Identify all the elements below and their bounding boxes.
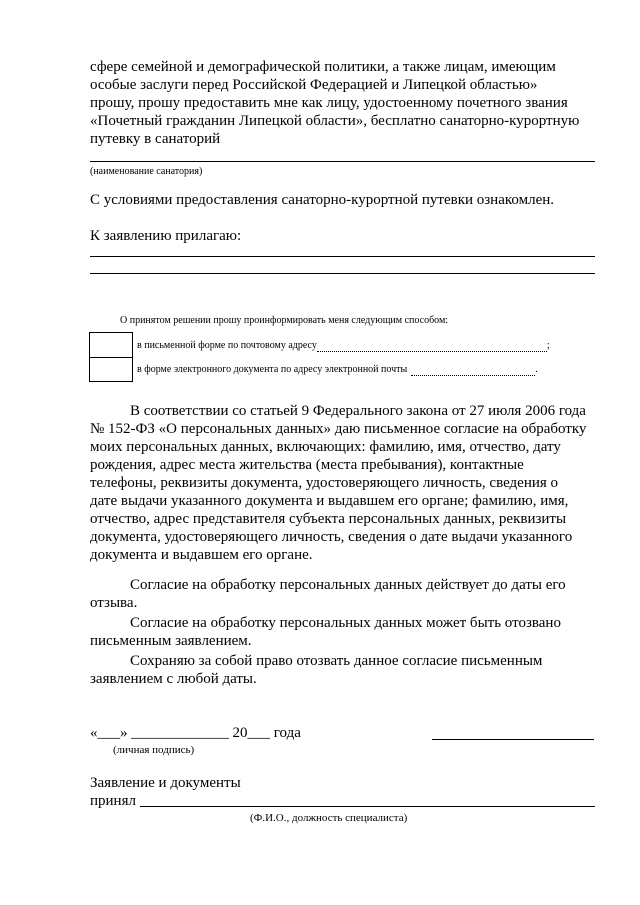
- date-line[interactable]: «___» _____________ 20___ года: [90, 725, 301, 741]
- consent-line-3: моих персональных данных, включающих: фамилию, имя, отчество, дату: [90, 439, 561, 455]
- notify-heading: О принятом решении прошу проинформировать меня следующим способом:: [120, 315, 449, 326]
- email-address-field[interactable]: [411, 366, 535, 376]
- intro-line-4: «Почетный гражданин Липецкой области», бесплатно санаторно-курортную: [90, 113, 580, 129]
- signature-caption: (личная подпись): [113, 744, 195, 756]
- specialist-line[interactable]: [140, 806, 595, 807]
- received-line-1: Заявление и документы: [90, 775, 241, 791]
- consent-line-9: документа и выдавшем его органе.: [90, 547, 313, 563]
- attachment-line-2[interactable]: [90, 273, 595, 274]
- consent-line-1: В соответствии со статьей 9 Федерального закона от 27 июля 2006 года: [130, 403, 586, 419]
- sanatorium-caption: (наименование санатория): [90, 166, 203, 177]
- consent-line-7: отчество, адрес представителя субъекта персональных данных, реквизиты: [90, 511, 567, 527]
- postal-address-field[interactable]: [317, 342, 547, 352]
- consent-line-8: документа, удостоверяющего личность, сведения о дате выдачи указанного: [90, 529, 573, 545]
- signature-line[interactable]: [432, 739, 594, 740]
- validity-line-2: отзыва.: [90, 595, 138, 611]
- revocable-line-2: письменным заявлением.: [90, 633, 252, 649]
- mail-option-label: в письменной форме по почтовому адресу ;: [137, 340, 550, 351]
- received-line-2: принял: [90, 793, 136, 809]
- mail-option-checkbox[interactable]: [89, 332, 133, 358]
- consent-line-5: телефоны, реквизиты документа, удостоверяющего личность, сведения о: [90, 475, 559, 491]
- right-line-1: Сохраняю за собой право отозвать данное согласие письменным: [130, 653, 543, 669]
- intro-line-3: прошу, прошу предоставить мне как лицу, удостоенному почетного звания: [90, 95, 568, 111]
- sanatorium-name-line[interactable]: [90, 161, 595, 162]
- intro-line-5: путевку в санаторий: [90, 131, 221, 147]
- consent-line-2: № 152-ФЗ «О персональных данных» даю письменное согласие на обработку: [90, 421, 587, 437]
- consent-line-6: дате выдачи указанного документа и выдавшем его органе; фамилию, имя,: [90, 493, 569, 509]
- email-option-label: в форме электронного документа по адресу электронной почты .: [137, 364, 538, 375]
- acknowledgement-text: С условиями предоставления санаторно-курортной путевки ознакомлен.: [90, 192, 555, 208]
- intro-line-2: особые заслуги перед Российской Федерацией и Липецкой областью»: [90, 77, 538, 93]
- specialist-caption: (Ф.И.О., должность специалиста): [250, 812, 408, 824]
- revocable-line-1: Согласие на обработку персональных данных может быть отозвано: [130, 615, 561, 631]
- intro-line-1: сфере семейной и демографической политики, а также лицам, имеющим: [90, 59, 556, 75]
- consent-line-4: рождения, адрес места жительства (места пребывания), контактные: [90, 457, 524, 473]
- right-line-2: заявлением с любой даты.: [90, 671, 257, 687]
- attachment-line-1[interactable]: [90, 256, 595, 257]
- validity-line-1: Согласие на обработку персональных данных действует до даты его: [130, 577, 566, 593]
- attachments-label: К заявлению прилагаю:: [90, 228, 242, 244]
- email-option-checkbox[interactable]: [89, 357, 133, 382]
